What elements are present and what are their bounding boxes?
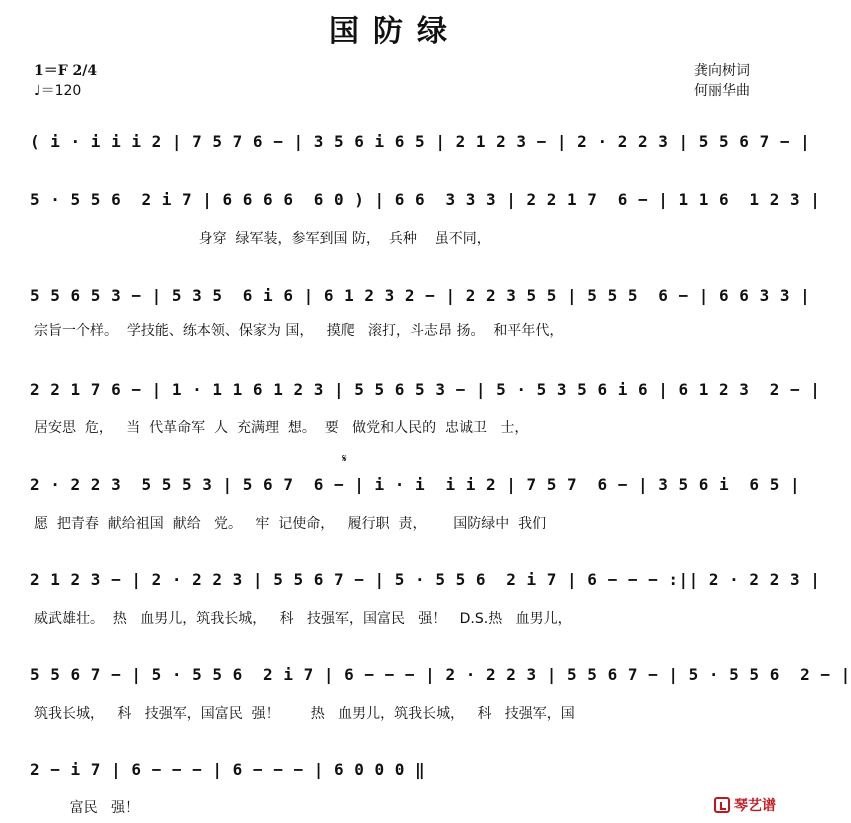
notation-line: 2 2 1 7 6 − | 1 · 1 1 6 1 2 3 | 5 5 6 5 3 − | 5 · 5 3 5 6 i 6 | 6 1 2 3 2 − | bbox=[30, 380, 821, 399]
lyrics-line: 富民 强！ bbox=[34, 800, 139, 816]
composer-credit: 何丽华曲 bbox=[694, 83, 750, 99]
notation-line: 2 · 2 2 3 5 5 5 3 | 5 6 7 6 − | i · i i i 2 | 7 5 7 6 − | 3 5 6 i 6 5 | bbox=[30, 475, 801, 494]
tempo-marking: ♩＝120 bbox=[34, 83, 82, 99]
notation-line: 5 · 5 5 6 2 i 7 | 6 6 6 6 6 0 ) | 6 6 3 3 3 | 2 2 1 7 6 − | 1 1 6 1 2 3 | bbox=[30, 190, 821, 209]
notation-line: 5 5 6 5 3 − | 5 3 5 6 i 6 | 6 1 2 3 2 − | 2 2 3 5 5 | 5 5 5 6 − | 6 6 3 3 | bbox=[30, 286, 811, 305]
lyrics-line: 居安思 危， 当 代革命军 人 充满理 想。 要 做党和人民的 忠诚卫 士， bbox=[34, 420, 529, 436]
segno-mark: 𝄋 bbox=[342, 452, 347, 465]
lyricist-credit: 龚向树词 bbox=[694, 63, 750, 79]
notation-line: 2 − i 7 | 6 − − − | 6 − − − | 6 0 0 0 ‖ bbox=[30, 760, 426, 779]
song-title: 国防绿 bbox=[329, 14, 461, 49]
watermark-text: 琴艺谱 bbox=[734, 798, 776, 814]
notation-line: 2 1 2 3 − | 2 · 2 2 3 | 5 5 6 7 − | 5 · 5 5 6 2 i 7 | 6 − − − :|| 2 · 2 2 3 | bbox=[30, 570, 821, 589]
notation-line: ( i · i i i 2 | 7 5 7 6 − | 3 5 6 i 6 5 | 2 1 2 3 − | 2 · 2 2 3 | 5 5 6 7 − | bbox=[30, 132, 811, 151]
lyrics-line: 身穿 绿军装，参军到国 防， 兵种 虽不同， bbox=[34, 231, 491, 247]
lyrics-line: 筑我长城， 科 技强军，国富民 强！ 热 血男儿，筑我长城， 科 技强军，国 bbox=[34, 706, 575, 722]
watermark bbox=[714, 795, 776, 815]
lyrics-line: 宗旨一个样。 学技能、练本领、保家为 国， 摸爬 滚打，斗志昂 扬。 和平年代， bbox=[34, 323, 564, 339]
lyrics-line: 威武雄壮。 热 血男儿，筑我长城， 科 技强军，国富民 强！ D.S.热 血男儿， bbox=[34, 611, 572, 627]
key-signature: 1＝F 2/4 bbox=[34, 63, 98, 79]
lyrics-line: 愿 把青春 献给祖国 献给 党。 牢 记使命， 履行职 责， 国防绿中 我们 bbox=[34, 516, 547, 532]
notation-line: 5 5 6 7 − | 5 · 5 5 6 2 i 7 | 6 − − − | 2 · 2 2 3 | 5 5 6 7 − | 5 · 5 5 6 2 − | bbox=[30, 665, 851, 684]
logo-icon bbox=[714, 797, 730, 813]
